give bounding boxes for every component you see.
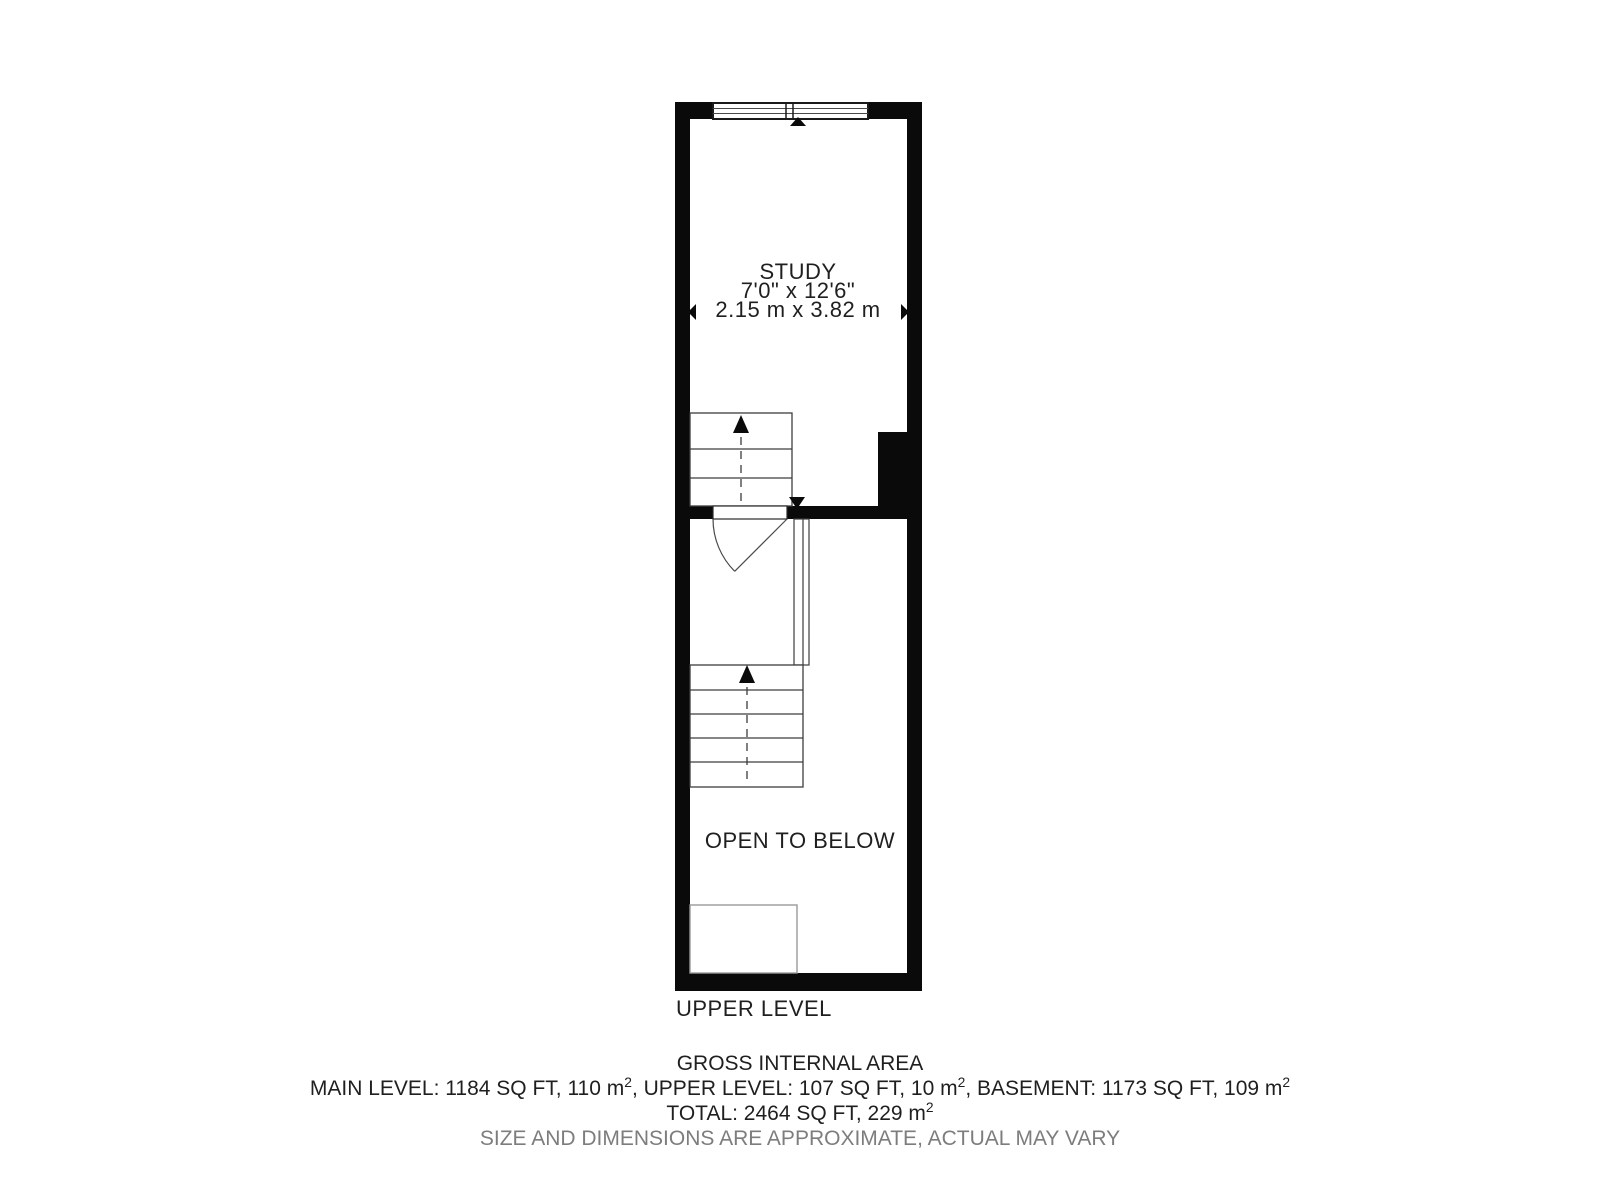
sq-m-superscript: 2 xyxy=(925,1099,934,1115)
room-dimensions-metric: 2.15 m x 3.82 m xyxy=(715,297,881,322)
window xyxy=(713,103,868,119)
lower-stairs xyxy=(690,665,803,787)
room-name: STUDY xyxy=(759,259,837,284)
sq-m-superscript: 2 xyxy=(624,1074,632,1090)
door xyxy=(713,506,787,571)
wall-pier-block xyxy=(878,432,907,508)
gross-area-total: TOTAL: 2464 SQ FT, 229 $m^2$ xyxy=(666,1099,934,1125)
gross-area-breakdown: MAIN LEVEL: 1184 SQ FT, 110 $m^2$, UPPER LEVEL: 107 SQ FT, 10 $m^2$, BASEMENT: 1173 SQ FT, 109 $m^2$ xyxy=(309,1074,1291,1100)
open-void-outline xyxy=(690,905,797,973)
railing xyxy=(794,519,809,665)
open-to-below-label: OPEN TO BELOW xyxy=(704,828,896,853)
door-swing-arc xyxy=(713,519,735,571)
gross-area-summary xyxy=(0,1051,1600,1151)
size-disclaimer: SIZE AND DIMENSIONS ARE APPROXIMATE, ACTUAL MAY VARY xyxy=(479,1127,1121,1150)
wall-divider-left xyxy=(675,506,713,519)
wall-left xyxy=(675,102,690,991)
wall-bottom xyxy=(675,973,922,991)
sq-m-superscript: 2 xyxy=(957,1074,966,1090)
wall-top-right-stub xyxy=(867,102,922,119)
sq-m-superscript: 2 xyxy=(1282,1074,1291,1090)
wall-right xyxy=(907,102,922,991)
study-room-label xyxy=(715,259,881,322)
gross-area-title: GROSS INTERNAL AREA xyxy=(676,1052,924,1075)
wall-top-left-stub xyxy=(675,102,715,119)
door-leaf xyxy=(735,519,787,571)
level-label: UPPER LEVEL xyxy=(676,996,832,1021)
room-dimensions-imperial: 7'0" x 12'6" xyxy=(740,278,856,303)
